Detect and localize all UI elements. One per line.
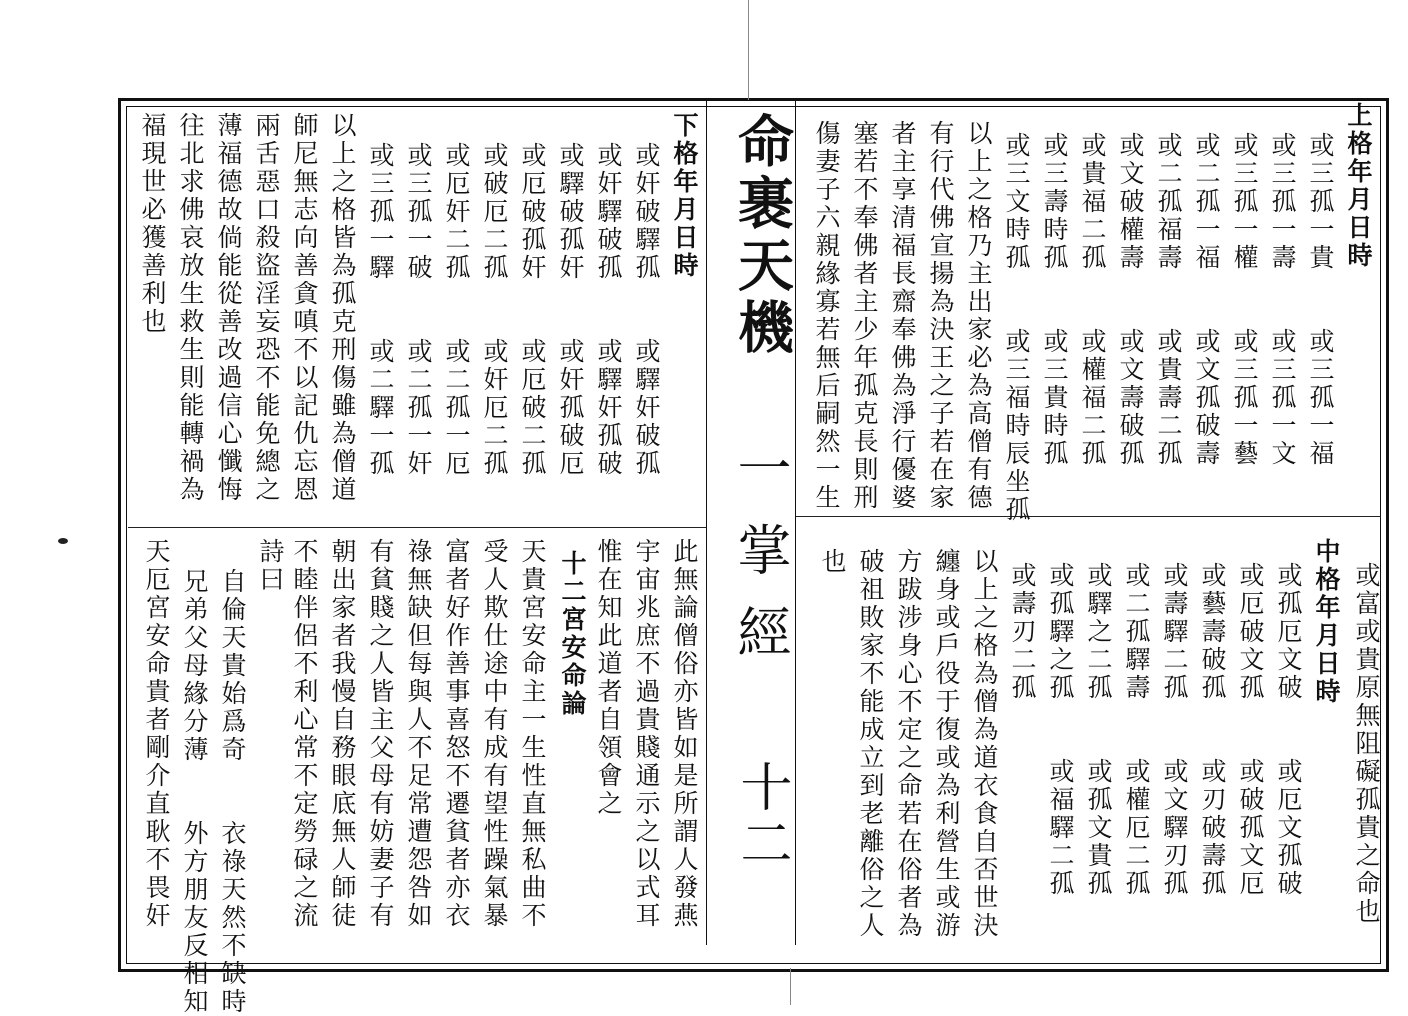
text-column: 或二孤一福 或文孤破壽: [1192, 132, 1221, 468]
poem-label: 詩曰: [256, 538, 285, 594]
section-heading: 十二宮安命論: [558, 550, 587, 718]
text-column: 或文破權壽 或文壽破孤: [1116, 132, 1145, 468]
text-column: 富者好作善事喜怒不遷貧者亦衣: [442, 538, 471, 930]
text-column: 或二孤福壽 或貴壽二孤: [1154, 132, 1183, 468]
text-column: 或三孤一壽 或三孤一文: [1268, 132, 1297, 468]
text-column: 薄福德故倘能從善改過信心懺悔: [214, 112, 243, 504]
text-column: 也: [818, 548, 847, 576]
text-column: 或驛破孤奸 或奸孤破厄: [556, 142, 585, 478]
book-title: 命裹天機: [729, 112, 795, 360]
text-column: 或奸破驛孤 或驛奸破孤: [632, 142, 661, 478]
text-column: 下格年月日時: [670, 112, 699, 280]
text-column: 上格年月日時: [1344, 102, 1373, 270]
text-column: 或二孤驛壽 或權厄二孤: [1122, 562, 1151, 898]
text-column: 方跋涉身心不定之命若在俗者為: [894, 548, 923, 940]
text-column: 有貧賤之人皆主父母有妨妻子有: [366, 538, 395, 930]
scan-fold-line-bottom: [790, 968, 791, 1005]
text-column: 或奸驛破孤 或驛奸孤破: [594, 142, 623, 478]
scan-fold-line: [748, 0, 749, 100]
text-column: 以上之格為僧為道衣食自否世決: [970, 548, 999, 940]
text-column: 兩舌惡口殺盜淫妄恐不能免總之: [252, 112, 281, 504]
left-page-divider: [128, 527, 706, 528]
text-column: 纏身或戶役于復或為利營生或游: [932, 548, 961, 940]
text-column: 往北求佛哀放生救生則能轉禍為: [176, 112, 205, 504]
text-column: 傷妻子六親緣寡若無后嗣然一生: [812, 120, 841, 512]
text-column: 不睦伴侶不利心常不定勞碌之流: [290, 538, 319, 930]
text-column: 或貴福二孤 或權福二孤: [1078, 132, 1107, 468]
text-column: 受人欺仕途中有成有望性躁氣暴: [480, 538, 509, 930]
text-column: 祿無缺但每與人不足常遭怨咎如: [404, 538, 433, 930]
poem-line: 自倫天貴始爲奇 衣祿天然不缺時: [218, 568, 247, 1016]
text-column: 天厄宮安命貴者剛介直耿不畏奸: [142, 538, 171, 930]
text-column: 或壽驛二孤 或文驛刃孤: [1160, 562, 1189, 898]
scan-speck: [58, 538, 68, 544]
text-column: 或厄破孤奸 或厄破二孤: [518, 142, 547, 478]
text-column: 或驛之二孤 或孤文貴孤: [1084, 562, 1113, 898]
text-column: 或三孤一驛 或二驛一孤: [366, 142, 395, 478]
text-column: 惟在知此道者自領會之: [594, 538, 623, 818]
text-column: 或三孤一破 或二孤一奸: [404, 142, 433, 478]
text-column: 或孤厄文破 或厄文孤破: [1274, 562, 1303, 898]
text-column: 朝出家者我慢自務眼底無人師徒: [328, 538, 357, 930]
text-column: 或孤驛之孤 或福驛二孤: [1046, 562, 1075, 898]
text-column: 或壽刃二孤: [1008, 562, 1037, 702]
text-column: 師尼無志向善貪嗔不以記仇忘恩: [290, 112, 319, 504]
text-column: 天貴宮安命主一生性直無私曲不: [518, 538, 547, 930]
text-column: 此無論僧俗亦皆如是所謂人發燕: [670, 538, 699, 930]
text-column: 塞若不奉佛者主少年孤克長則刑: [850, 120, 879, 512]
text-column: 或厄奸二孤 或二孤一厄: [442, 142, 471, 478]
poem-line: 兄弟父母緣分薄 外方朋友反相知: [180, 568, 209, 1016]
text-column: 宇宙兆庶不過貴賤通示之以式耳: [632, 538, 661, 930]
text-column: 或三文時孤 或三福時辰坐孤: [1002, 132, 1031, 524]
spine-subtitle: 一掌經: [729, 440, 792, 686]
text-column: 福現世必獲善利也: [138, 112, 167, 336]
text-column: 中格年月日時: [1312, 538, 1341, 706]
text-column: 以上之格皆為孤克刑傷雖為僧道: [328, 112, 357, 504]
text-column: 或三孤一貴 或三孤一福: [1306, 132, 1335, 468]
text-column: 或破厄二孤 或奸厄二孤: [480, 142, 509, 478]
text-column: 或富或貴原無阻礙孤貴之命也: [1352, 562, 1381, 926]
page-number: 十二: [731, 760, 791, 872]
text-column: 或三孤一權 或三孤一藝: [1230, 132, 1259, 468]
text-column: 或厄破文孤 或破孤文厄: [1236, 562, 1265, 898]
text-column: 以上之格乃主出家必為高僧有德: [964, 120, 993, 512]
text-column: 者主享清福長齋奉佛為淨行優婆: [888, 120, 917, 512]
text-column: 或三壽時孤 或三貴時孤: [1040, 132, 1069, 468]
text-column: 或藝壽破孤 或刃破壽孤: [1198, 562, 1227, 898]
text-column: 有行代佛宣揚為決王之子若在家: [926, 120, 955, 512]
text-column: 破祖敗家不能成立到老離俗之人: [856, 548, 885, 940]
right-page-divider: [796, 516, 1381, 517]
